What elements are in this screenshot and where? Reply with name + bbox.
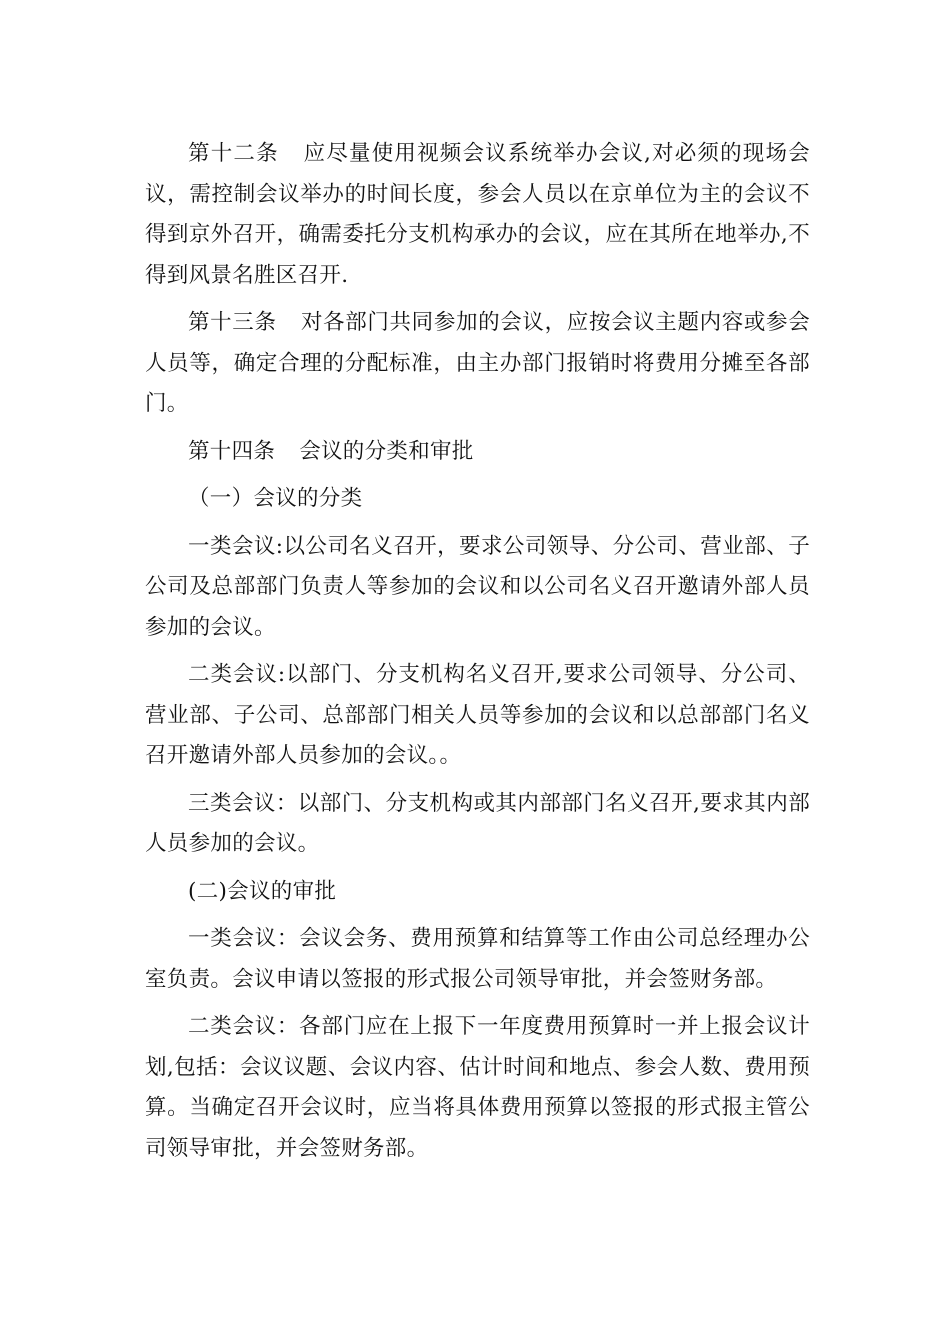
- paragraph-article-14: [145, 432, 810, 473]
- paragraph-class-two-approval: [145, 1007, 810, 1169]
- article-text: 会议的分类和审批: [299, 438, 474, 464]
- section-heading-approval: [145, 872, 810, 913]
- paragraph-article-13: [145, 303, 810, 425]
- paragraph-text: 二类会议：各部门应在上报下一年度费用预算时一并上报会议计划,包括：会议议题、会议内容、估计时间和地点、参会人数、费用预算。当确定召开会议时，应当将具体费用预算以签报的形式报主管公司领导审批，并会签财务部。: [145, 1014, 810, 1161]
- paragraph-article-12: [145, 134, 810, 296]
- article-heading: 第十三条: [188, 310, 277, 335]
- section-heading-classification: [145, 479, 810, 520]
- article-text: 对各部门共同参加的会议，应按会议主题内容或参会人员等，确定合理的分配标准，由主办部门报销时将费用分摊至各部门。: [145, 310, 810, 416]
- section-text: (二)会议的审批: [188, 878, 337, 904]
- paragraph-class-three-meeting: [145, 784, 810, 865]
- paragraph-class-one-meeting: [145, 527, 810, 649]
- paragraph-text: 二类会议:以部门、分支机构名义召开,要求公司领导、分公司、营业部、子公司、总部部门相关人员等参加的会议和以总部部门名义召开邀请外部人员参加的会议。。: [145, 662, 810, 768]
- paragraph-class-two-meeting: [145, 655, 810, 777]
- paragraph-text: 三类会议：以部门、分支机构或其内部部门名义召开,要求其内部人员参加的会议。: [145, 790, 810, 856]
- paragraph-text: 一类会议:以公司名义召开，要求公司领导、分公司、营业部、子公司及总部部门负责人等参加的会议和以公司名义召开邀请外部人员参加的会议。: [145, 533, 810, 640]
- paragraph-text: 一类会议：会议会务、费用预算和结算等工作由公司总经理办公室负责。会议申请以签报的形式报公司领导审批，并会签财务部。: [145, 926, 810, 992]
- article-heading: 第十四条: [188, 438, 276, 464]
- article-heading: 第十二条: [188, 141, 279, 166]
- document-body: [145, 134, 810, 1176]
- article-text: 应尽量使用视频会议系统举办会议,对必须的现场会议，需控制会议举办的时间长度，参会人员以在京单位为主的会议不得到京外召开，确需委托分支机构承办的会议，应在其所在地举办,不得到风景名胜区召开.: [145, 141, 810, 288]
- section-text: （一）会议的分类: [188, 486, 363, 511]
- paragraph-class-one-approval: [145, 919, 810, 1000]
